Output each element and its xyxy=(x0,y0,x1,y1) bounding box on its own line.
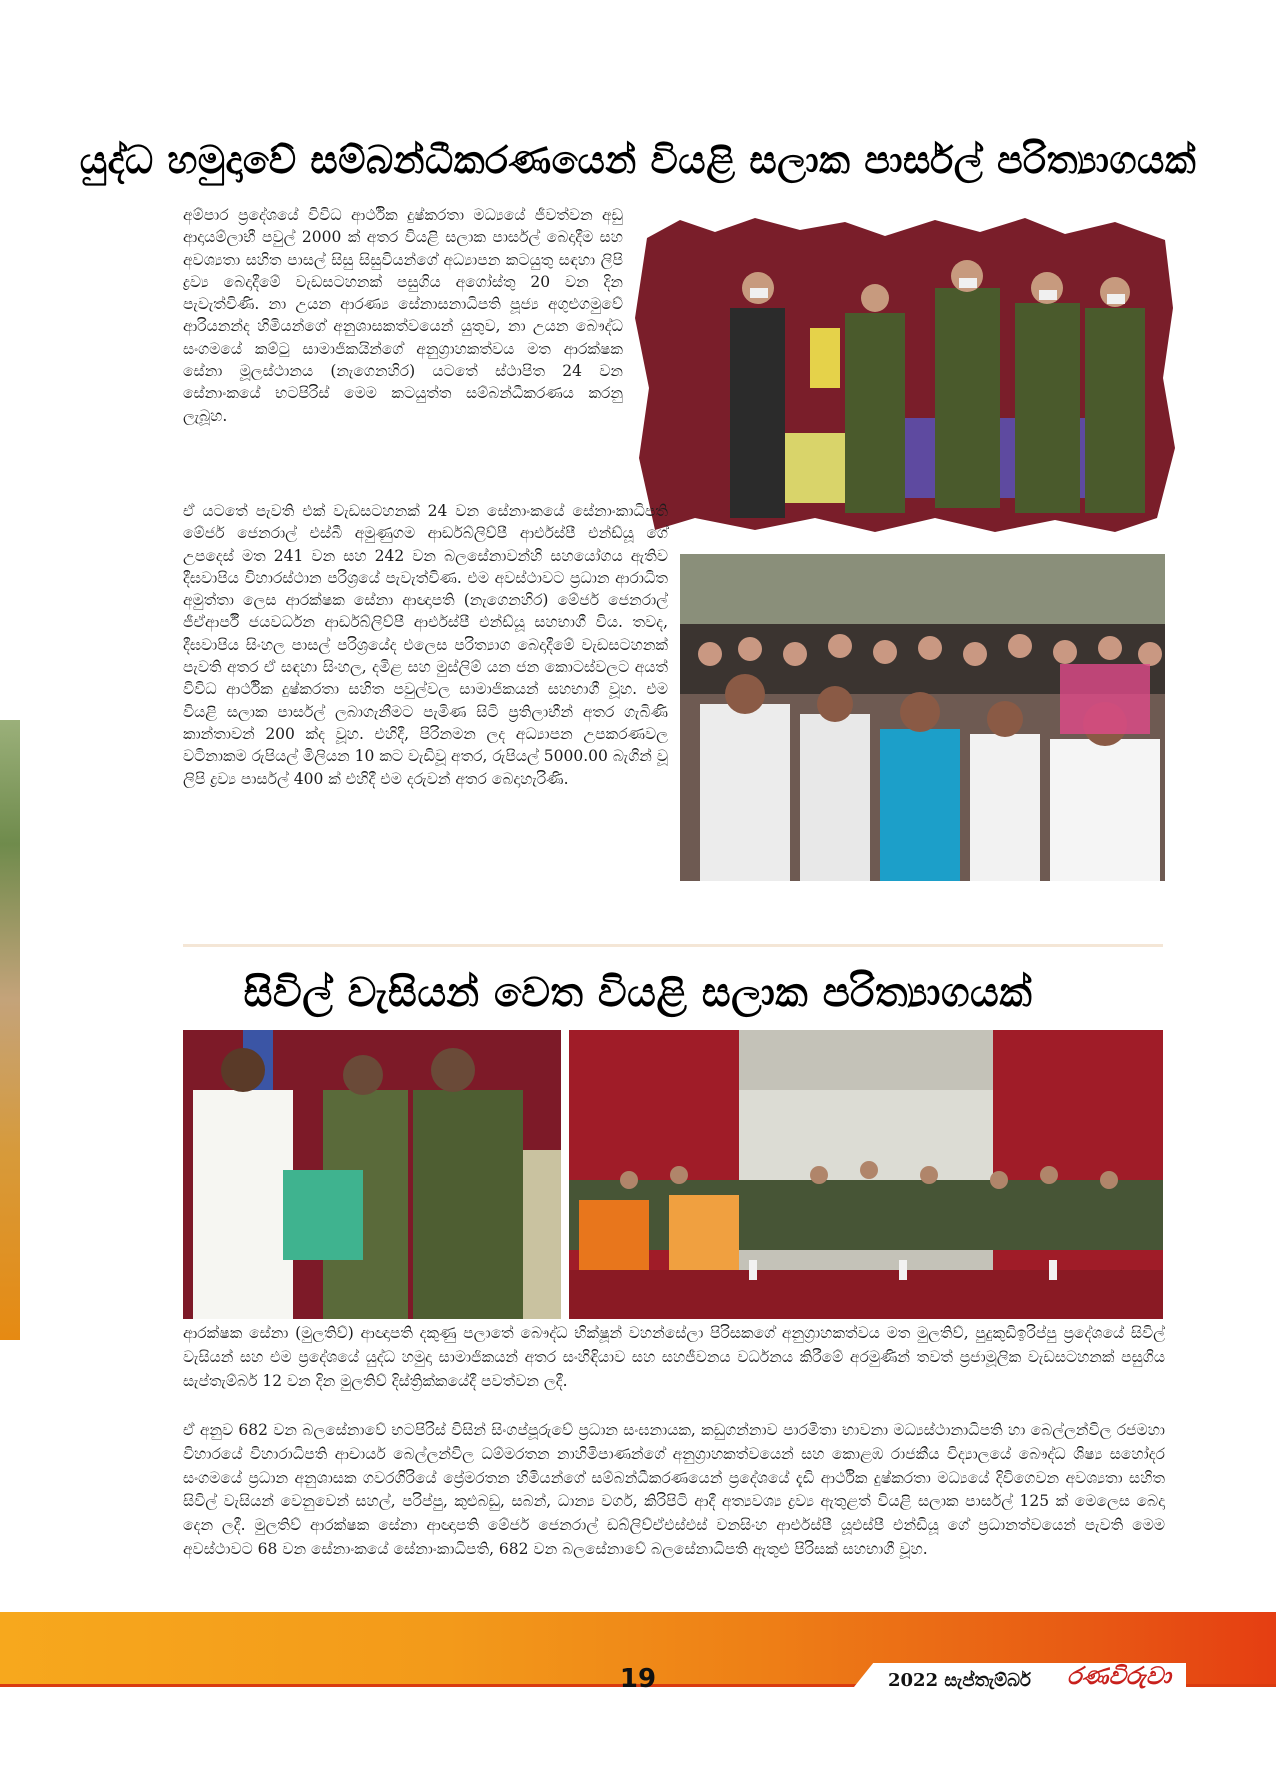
magazine-logo: රණවිරුවා xyxy=(1067,1662,1171,1690)
section-divider xyxy=(183,944,1163,947)
photo-ceremony-handover xyxy=(635,218,1175,533)
article2-headline: සිවිල් වැසියන් වෙත වියළි සලාක පරිත්‍යාගයක් xyxy=(243,970,1033,1016)
left-edge-decoration xyxy=(0,720,20,1340)
article1-paragraph-2: ඒ යටතේ පැවති එක් වැඩසටහනක් 24 වන සේනාංකයේ සේනාංකාධිපති මේජර් ජෙනරාල් එස්බී අමුණුගම ආර්ඩබ්ලිව්පී ආර්එස්පී එන්ඩ්යූ ගේ උපදෙස් මත 241 වන සහ 242 වන බලසේනාවන්හි සහයෝගය ඇතිව දීඝවාපිය විහාරස්ථාන පරිශ්‍රයේ පැවැත්විණ. එම අවස්ථාවට ප්‍රධාන ආරාධිත අමුත්තා ලෙස ආරක්ෂක සේනා ආඥාපති (නැගෙනහිර) මේජර් ජෙනරාල් ජීඒආර්පී ජයවර්ධන ආර්ඩබ්ලිව්පී ආර්එස්පී එන්ඩ්යූ සහභාගී විය. තවද, දීඝවාපිය සිංහල පාසල් පරිශ්‍රයේද එලෙස පරිත්‍යාග බෙදාදීමේ වැඩසටහනක් පැවති අතර ඒ සඳහා සිංහල, දමිළ සහ මුස්ලිම් යන ජන කොටස්වලට අයත් විවිධ ආර්ථික දුෂ්කරතා සහිත පවුල්වල සාමාජිකයන් සහභාගී වූහ. එම වියළි සලාක පාර්සල් ලබාගැනීමට පැමිණ සිටි ප්‍රතිලාභීන් අතර ගැබිණි කාන්තාවන් 200 ක්ද වූහ. එහිදී, පිරිනමන ලද අධ්‍යාපන උපකරණවල වටිනාකම රුපියල් මිලියන 10 කට වැඩිවූ අතර, රුපියල් 5000.00 බැගින් වූ ලිපි ද්‍රව්‍ය පාර්සල් 400 ක් එහිදී එම දරුවන් අතර බෙදාහැරිණි. xyxy=(183,502,668,788)
photo-parcel-presentation xyxy=(183,1030,561,1319)
article2-paragraph-1: ආරක්ෂක සේනා (මුලතිව්) ආඥාපති දකුණු පලාතේ බෞද්ධ භික්ෂූන් වහන්සේලා පිරිසකගේ අනුග්‍රාහකත්වය මත මුලතිව්, පුදුකුඩිඉරිප්පු ප්‍රදේශයේ සිවිල් වැසියන් සහ එම ප්‍රදේශයේ යුද්ධ හමුදා සාමාජිකයන් අතර සංහිඳියාව සහ සහජීවනය වර්ධනය කිරීමේ අරමුණින් තවත් ප්‍රජාමූලික වැඩසටහනක් පසුගිය සැප්තැම්බර් 12 වන දින මුලතිව් දිස්ත්‍රික්කයේදී පවත්වන ලදී. xyxy=(183,1324,1165,1390)
photo-hall-audience xyxy=(569,1030,1163,1319)
photo-seated-audience xyxy=(680,554,1165,881)
issue-date: 2022 සැප්තැම්බර් xyxy=(888,1670,1031,1691)
article2-paragraph-2: ඒ අනුව 682 වන බලසේනාවේ භටපිරිස් විසින් සිංගප්පූරුවේ ප්‍රධාන සංඝනායක, කඩුගන්නාව පාරමිතා භාවනා මධ්‍යස්ථානාධිපති හා බෙල්ලන්විල රජමහා විහාරයේ විහාරාධිපති ආචාර්ය බෙල්ලන්විල ධම්මරතන නාහිමිපාණන්ගේ අනුග්‍රාහකත්වයෙන් සහ කොළඹ රාජකීය විද්‍යාලයේ බෞද්ධ ශිෂ්‍ය සහෝදර සංගමයේ ප්‍රධාන අනුශාසක ගවරගිරියේ ප්‍රේමරතන හිමියන්ගේ සම්බන්ධීකරණයෙන් ප්‍රදේශයේ දැඩි ආර්ථික දුෂ්කරතා මධ්‍යයේ දිවිගෙවන අවශ්‍යතා සහිත සිවිල් වැසියන් වෙනුවෙන් සහල්, පරිප්පු, කුළුබඩු, සබන්, ධාන්‍ය වර්ග, කිරිපිටි ආදී අත්‍යවශ්‍ය ද්‍රව්‍ය ඇතුළත් වියළි සලාක පාර්සල් 125 ක් මෙලෙස බෙදා දෙන ලදී. මුලතිව් ආරක්ෂක සේනා ආඥාපති මේජර් ජෙනරාල් ඩබ්ලිව්ඒඑස්එස් වනසිංහ ආර්එස්පී යූඑස්පී එන්ඩියූ ගේ ප්‍රධානත්වයෙන් පැවති මෙම අවස්ථාවට 68 වන සේනාංකයේ සේනාංකාධිපති, 682 වන බලසේනාවේ බලසේනාධිපති ඇතුළු පිරිසක් සහභාගී වූහ. xyxy=(183,1421,1165,1558)
article1-headline: යුද්ධ හමුදාවේ සම්බන්ධීකරණයෙන් වියළි සලාක පාර්සල් පරිත්‍යාගයක් xyxy=(79,138,1197,182)
page-number: 19 xyxy=(619,1664,657,1694)
article1-paragraph-1: අම්පාර ප්‍රදේශයේ විවිධ ආර්ථික දුෂ්කරතා මධ්‍යයේ ජීවත්වන අඩු ආදායම්ලාභී පවුල් 2000 ක් අතර වියළි සලාක පාර්සල් බෙදාදීම සහ අවශ්‍යතා සහිත පාසල් සිසු සිසුවියන්ගේ අධ්‍යාපන කටයුතු සඳහා ලිපි ද්‍රව්‍ය බෙදාදීමේ වැඩසටහනක් පසුගිය අගෝස්තු 20 වන දින පැවැත්විණි. නා උයන ආරණ්‍ය සේනාසනාධිපති පූජ්‍ය අගුළුගමුවේ ආරියනන්ද හිමියන්ගේ අනුශාසකත්වයෙන් යුතුව, නා උයන බෞද්ධ සංගමයේ කම්ටු සාමාජිකයින්ගේ අනුග්‍රාහකත්වය මත ආරක්ෂක සේනා මූලස්ථානය (නැගෙනහිර) යටතේ ස්ථාපිත 24 වන සේනාංකයේ භටපිරිස් මෙම කටයුත්ත සම්බන්ධීකරණය කරනු ලැබූහ. xyxy=(183,206,623,425)
